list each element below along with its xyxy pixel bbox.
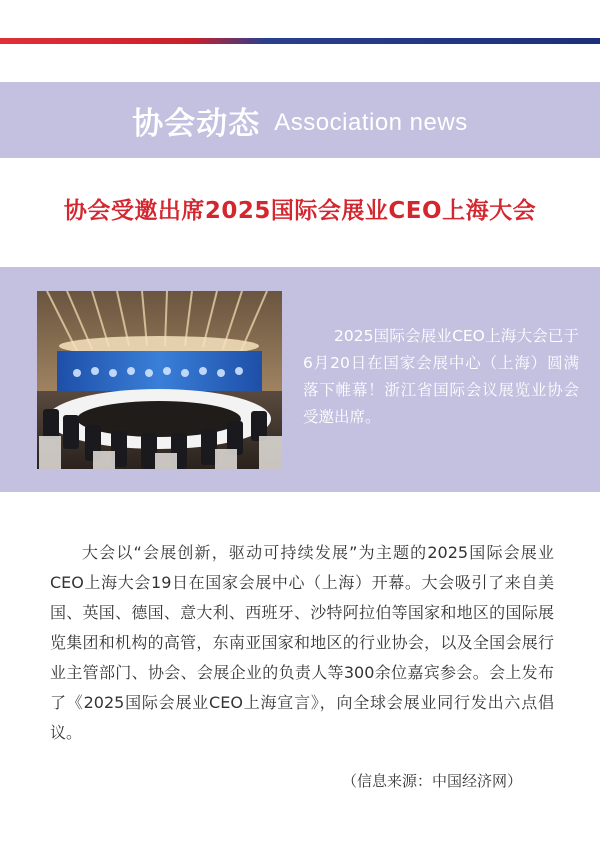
conference-photo — [37, 291, 282, 469]
section-header — [0, 82, 600, 158]
section-title-cn: 协会动态 — [132, 105, 261, 142]
top-rule-blue-segment — [192, 38, 600, 44]
section-title-en: Association news — [274, 109, 468, 136]
article-body: 大会以“会展创新，驱动可持续发展”为主题的2025国际会展业CEO上海大会19日在国家会展中心（上海）开幕。大会吸引了来自美国、英国、德国、意大利、西班牙、沙特阿拉伯等国家和地区的国际展览集团和机构的高管，东南亚国家和地区的行业协会，以及全国会展行业主管部门、协会、会展企业的负责人等300余位嘉宾参会。会上发布了《2025国际会展业CEO上海宣言》，向全球会展业同行发出六点倡议。 — [50, 543, 554, 742]
top-rule-red-segment — [0, 38, 192, 44]
photo-caption: 2025国际会展业CEO上海大会已于6月20日在国家会展中心（上海）圆满落下帷幕！浙江省国际会议展览业协会受邀出席。 — [303, 327, 579, 426]
article-source: （信息来源：中国经济网） — [341, 772, 522, 790]
top-color-rule — [0, 38, 600, 44]
article-headline: 协会受邀出席2025国际会展业CEO上海大会 — [63, 198, 537, 224]
